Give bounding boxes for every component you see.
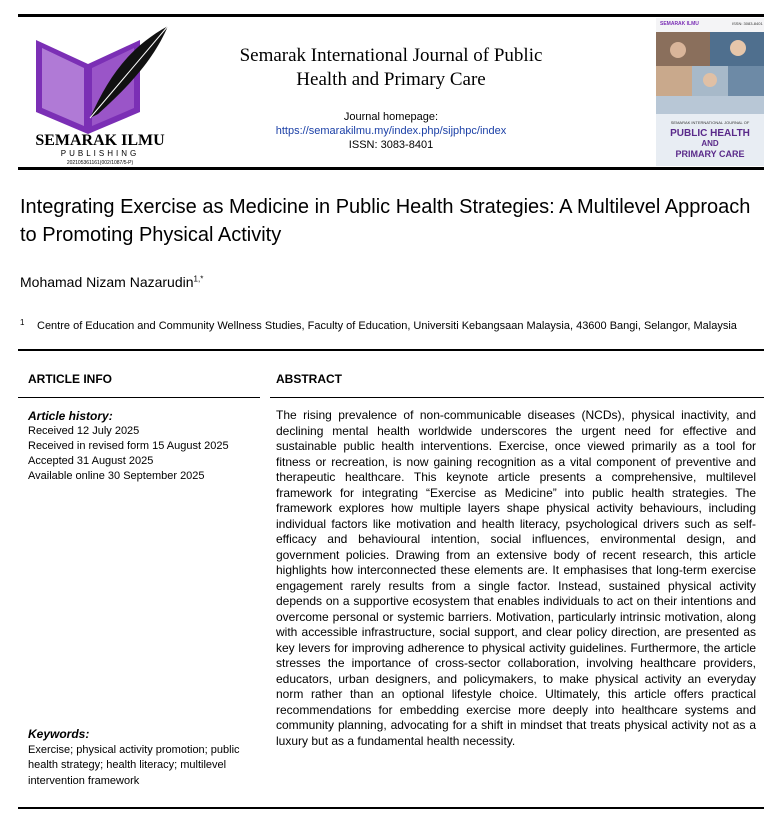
history-received: Received 12 July 2025 bbox=[28, 425, 140, 437]
article-title: Integrating Exercise as Medicine in Public Health Strategies: A Multilevel Approach to Promoting Physical Activity bbox=[20, 196, 751, 246]
section-bottom-rule bbox=[18, 807, 764, 809]
affiliation-number: 1 bbox=[20, 318, 25, 327]
journal-title: Semarak International Journal of Public Health and Primary Care bbox=[239, 45, 543, 90]
author-affiliation-mark: 1,* bbox=[193, 274, 204, 284]
abstract-heading-rule bbox=[270, 397, 764, 398]
cover-publisher: SEMARAK ILMU bbox=[660, 21, 699, 27]
header-top-rule bbox=[18, 14, 764, 17]
cover-title-2: AND bbox=[701, 139, 719, 148]
cover-title-1: PUBLIC HEALTH bbox=[670, 128, 750, 139]
issn: ISSN: 3083-8401 bbox=[348, 139, 434, 151]
keywords-text: Exercise; physical activity promotion; public health strategy; health literacy; multilevel intervention framework bbox=[28, 743, 240, 787]
keywords-heading: Keywords: bbox=[28, 727, 90, 741]
history-heading: Article history: bbox=[28, 409, 113, 423]
cover-journal-line: SEMARAK INTERNATIONAL JOURNAL OF bbox=[670, 120, 750, 125]
publisher-logo bbox=[18, 18, 182, 166]
author-name: Mohamad Nizam Nazarudin bbox=[20, 274, 194, 290]
homepage-label: Journal homepage: bbox=[343, 111, 439, 123]
publisher-sub: PUBLISHING bbox=[60, 149, 140, 158]
book-feather-icon bbox=[18, 18, 182, 166]
publisher-name: SEMARAK ILMU bbox=[35, 132, 165, 149]
abstract-text: The rising prevalence of non-communicable diseases (NCDs), physical inactivity, and declining mental health worldwide underscores the urgent need for effective and sustainable public health interventions. Exercise, once viewed primarily as a tool for fitness or recreation, is now gaining recognition as a vital component of preventive and therapeutic healthcare. This keynote article presents a comprehensive, multilevel framework for integrating “Exercise as Medicine” into public health strategies. The framework explores how multiple layers shape physical activity behaviours, including individual factors like motivation and health literacy, psychological drivers such as self-efficacy and behavioural intention, social influences, environmental design, and government policies. Drawing from an extensive body of recent research, this article highlights how interconnected these elements are. It emphasises that long-term exercise engagement rarely results from a single factor. Instead, sustained physical activity depends on a supportive ecosystem that enables individuals to act on their intentions and overcome personal or systemic barriers. Motivation, particularly intrinsic motivation, along with accessible infrastructure, social support, and clear policy direction, are presented as key levers for improving adherence to physical activity guidelines. Furthermore, the article stresses the importance of cross-sector collaboration, involving healthcare providers, educators, urban designers, and policymakers, to make physical activity an everyday norm rather than an optional lifestyle choice. Ultimately, this article offers practical recommendations for embedding exercise more deeply into healthcare systems and community planning, advocating for a shift in mindset that treats physical activity not as a luxury but as a fundamental health necessity. bbox=[276, 408, 756, 748]
keywords bbox=[28, 727, 260, 789]
publisher-reg: 202105361161(002/1087/5-P) bbox=[66, 160, 134, 166]
article-info-heading: ARTICLE INFO bbox=[28, 372, 112, 386]
abstract-heading: ABSTRACT bbox=[276, 372, 342, 386]
article-history bbox=[28, 409, 258, 484]
journal-cover bbox=[656, 18, 764, 166]
author bbox=[20, 274, 203, 290]
history-online: Available online 30 September 2025 bbox=[28, 470, 205, 482]
homepage-link[interactable]: https://semarakilmu.my/index.php/sijphpc/index bbox=[275, 125, 507, 137]
history-revised: Received in revised form 15 August 2025 bbox=[28, 440, 229, 452]
section-top-rule bbox=[18, 349, 764, 351]
header-bottom-rule bbox=[18, 167, 764, 170]
cover-title-3: PRIMARY CARE bbox=[675, 149, 745, 159]
journal-meta bbox=[196, 110, 586, 152]
history-accepted: Accepted 31 August 2025 bbox=[28, 455, 154, 467]
cover-issn: ISSN: 3083-8401 bbox=[732, 21, 763, 26]
info-heading-rule bbox=[18, 397, 260, 398]
affiliation-text: Centre of Education and Community Wellness Studies, Faculty of Education, Universiti Kebangsaan Malaysia, 43600 Bangi, Selangor, Malaysia bbox=[37, 320, 737, 332]
